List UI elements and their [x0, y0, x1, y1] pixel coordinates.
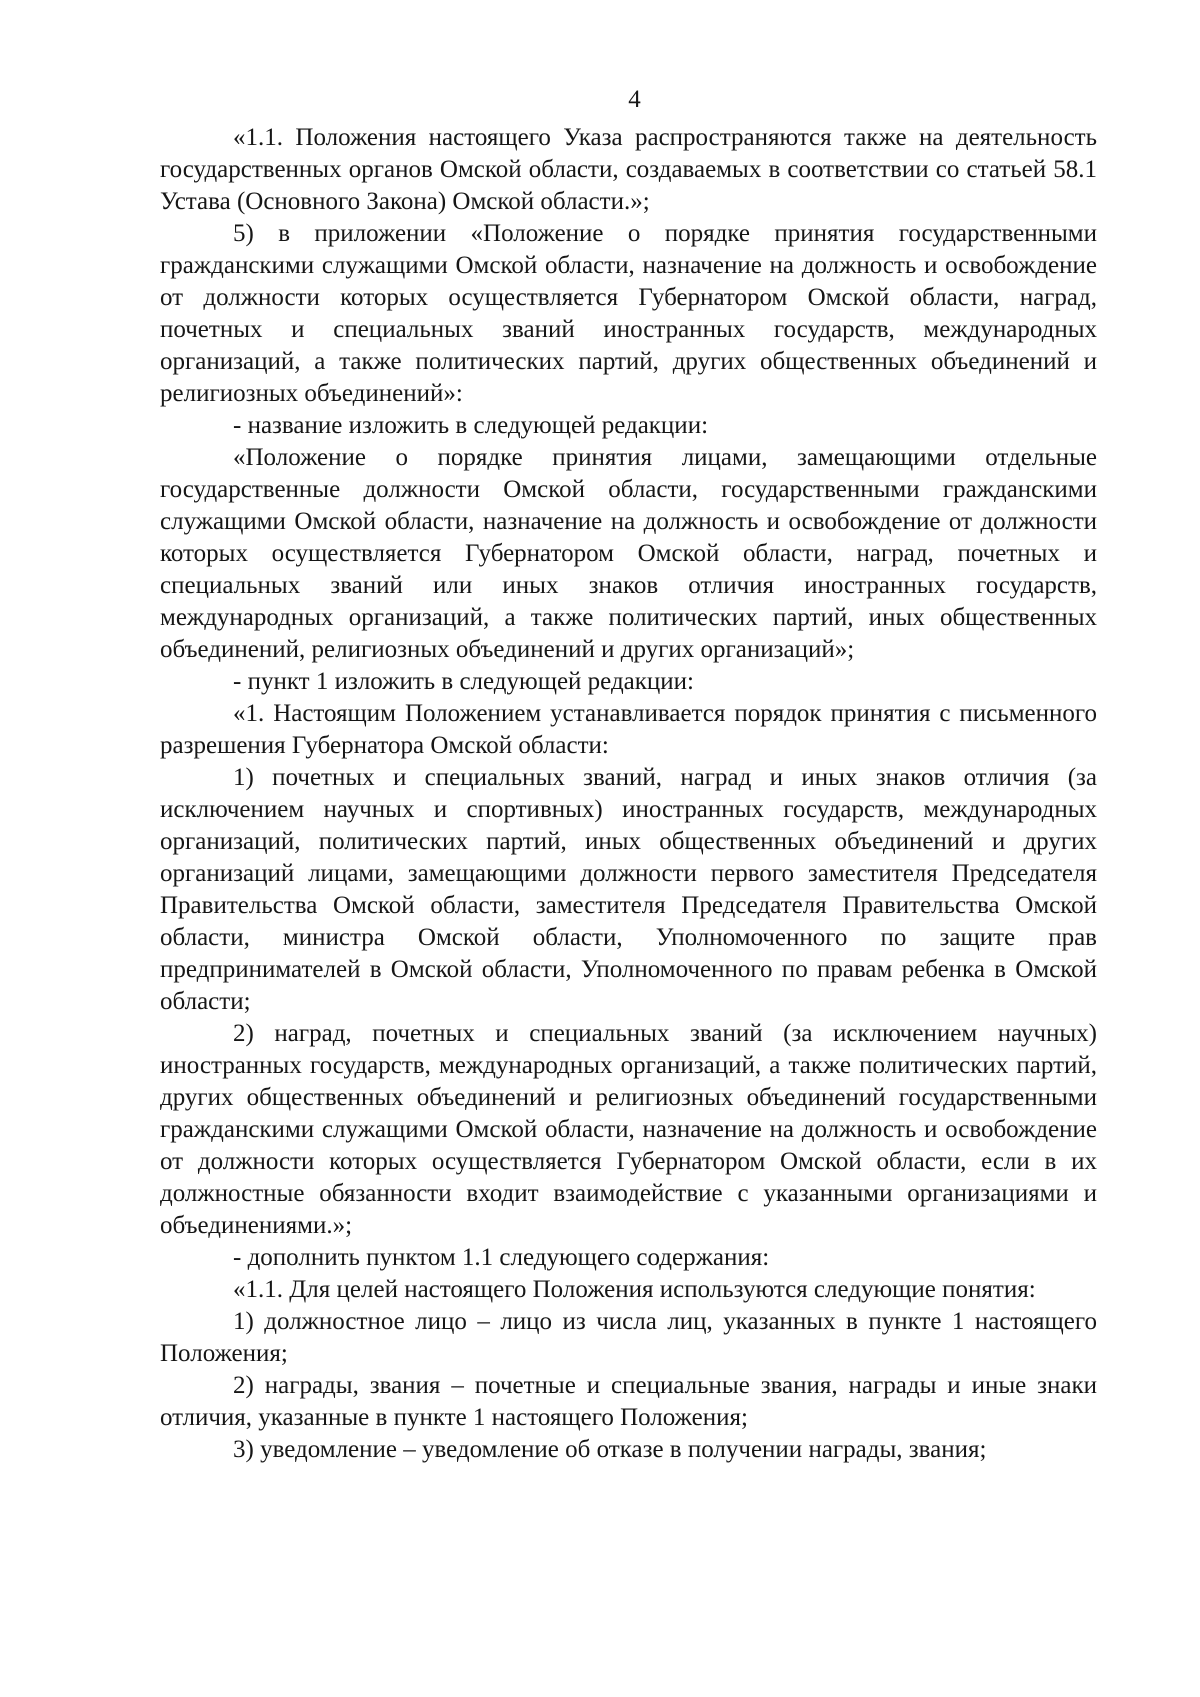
- paragraph-13: 3) уведомление – уведомление об отказе в получении награды, звания;: [233, 1436, 987, 1463]
- paragraph-4: «Положение о порядке принятия лицами, замещающими отдельные государственные должности Омской области, государственными гражданскими служащими Омской области, назначение на должность и освобождение от должности которых осуществляется Губернатором Омской области, наград, почетных и специальных званий или иных знаков отличия иностранных государств, международных организаций, а также политических партий, иных общественных объединений, религиозных объединений и других организаций»;: [160, 444, 1097, 663]
- paragraph-11: 1) должностное лицо – лицо из числа лиц, указанных в пункте 1 настоящего Положения;: [160, 1308, 1097, 1367]
- paragraph-6: «1. Настоящим Положением устанавливается порядок принятия с письменного разрешения Губернатора Омской области:: [160, 700, 1097, 759]
- paragraph-5: - пункт 1 изложить в следующей редакции:: [233, 668, 694, 695]
- page-number: 4: [628, 86, 641, 113]
- paragraph-10: «1.1. Для целей настоящего Положения используются следующие понятия:: [233, 1276, 1036, 1303]
- paragraph-7: 1) почетных и специальных званий, наград и иных знаков отличия (за исключением научных и спортивных) иностранных государств, международных организаций, политических партий, иных общественных объединений и других организаций лицами, замещающими должности первого заместителя Председателя Правительства Омской области, заместителя Председателя Правительства Омской области, министра Омской области, Уполномоченного по защите прав предпринимателей в Омской области, Уполномоченного по правам ребенка в Омской области;: [160, 764, 1097, 1015]
- paragraph-3: - название изложить в следующей редакции:: [233, 412, 709, 439]
- paragraph-1: «1.1. Положения настоящего Указа распространяются также на деятельность государственных органов Омской области, создаваемых в соответствии со статьей 58.1 Устава (Основного Закона) Омской области.»;: [160, 124, 1097, 215]
- paragraph-9: - дополнить пунктом 1.1 следующего содержания:: [233, 1244, 770, 1271]
- paragraph-2: 5) в приложении «Положение о порядке принятия государственными гражданскими служащими Омской области, назначение на должность и освобождение от должности которых осуществляется Губернатором Омской области, наград, почетных и специальных званий иностранных государств, международных организаций, а также политических партий, других общественных объединений и религиозных объединений»:: [160, 220, 1097, 407]
- paragraph-8: 2) наград, почетных и специальных званий (за исключением научных) иностранных государств, международных организаций, а также политических партий, других общественных объединений и религиозных объединений государственными гражданскими служащими Омской области, назначение на должность и освобождение от должности которых осуществляется Губернатором Омской области, если в их должностные обязанности входит взаимодействие с указанными организациями и объединениями.»;: [160, 1020, 1097, 1239]
- paragraph-12: 2) награды, звания – почетные и специальные звания, награды и иные знаки отличия, указанные в пункте 1 настоящего Положения;: [160, 1372, 1097, 1431]
